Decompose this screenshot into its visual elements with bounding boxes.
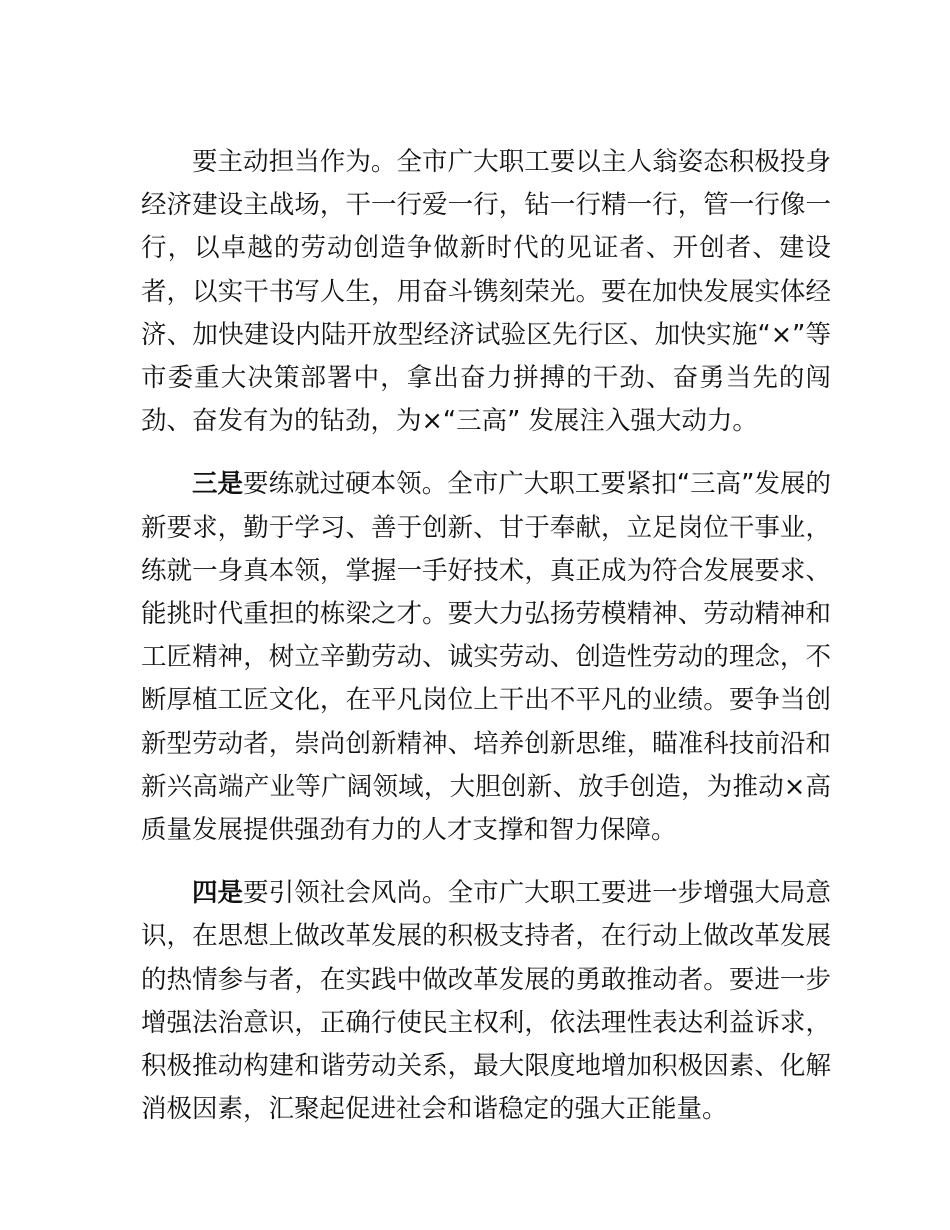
- paragraph-fourth-point: [141, 872, 831, 1131]
- document-body: [141, 141, 831, 1131]
- paragraph-body: 要引领社会风尚。全市广大职工要进一步增强大局意识，在思想上做改革发展的积极支持者，在行动上做改革发展的热情参与者，在实践中做改革发展的勇敢推动者。要进一步增强法治意识，正确行使民主权利，依法理性表达利益诉求，积极推动构建和谐劳动关系，最大限度地增加积极因素、化解消极因素，汇聚起促进社会和谐稳定的强大正能量。: [141, 878, 831, 1125]
- paragraph-body: 要练就过硬本领。全市广大职工要紧扣“三高”发展的新要求，勤于学习、善于创新、甘于奉献，立足岗位干事业，练就一身真本领，掌握一手好技术，真正成为符合发展要求、能挑时代重担的栋梁之才。要大力弘扬劳模精神、劳动精神和工匠精神，树立辛勤劳动、诚实劳动、创造性劳动的理念，不断厚植工匠文化，在平凡岗位上干出不平凡的业绩。要争当创新型劳动者，崇尚创新精神、培养创新思维，瞄准科技前沿和新兴高端产业等广阔领域，大胆创新、放手创造，为推动×高质量发展提供强劲有力的人才支撑和智力保障。: [141, 469, 831, 846]
- paragraph-take-initiative: [141, 141, 831, 443]
- paragraph-lead: 四是: [192, 878, 244, 909]
- paragraph-body: 要主动担当作为。全市广大职工要以主人翁姿态积极投身经济建设主战场，干一行爱一行，钻一行精一行，管一行像一行，以卓越的劳动创造争做新时代的见证者、开创者、建设者，以实干书写人生，用奋斗镌刻荣光。要在加快发展实体经济、加快建设内陆开放型经济试验区先行区、加快实施“×”等市委重大决策部署中，拿出奋力拼搏的干劲、奋勇当先的闯劲、奋发有为的钻劲，为×“三高” 发展注入强大动力。: [141, 147, 831, 437]
- paragraph-lead: 三是: [192, 469, 244, 500]
- paragraph-third-point: [141, 463, 831, 852]
